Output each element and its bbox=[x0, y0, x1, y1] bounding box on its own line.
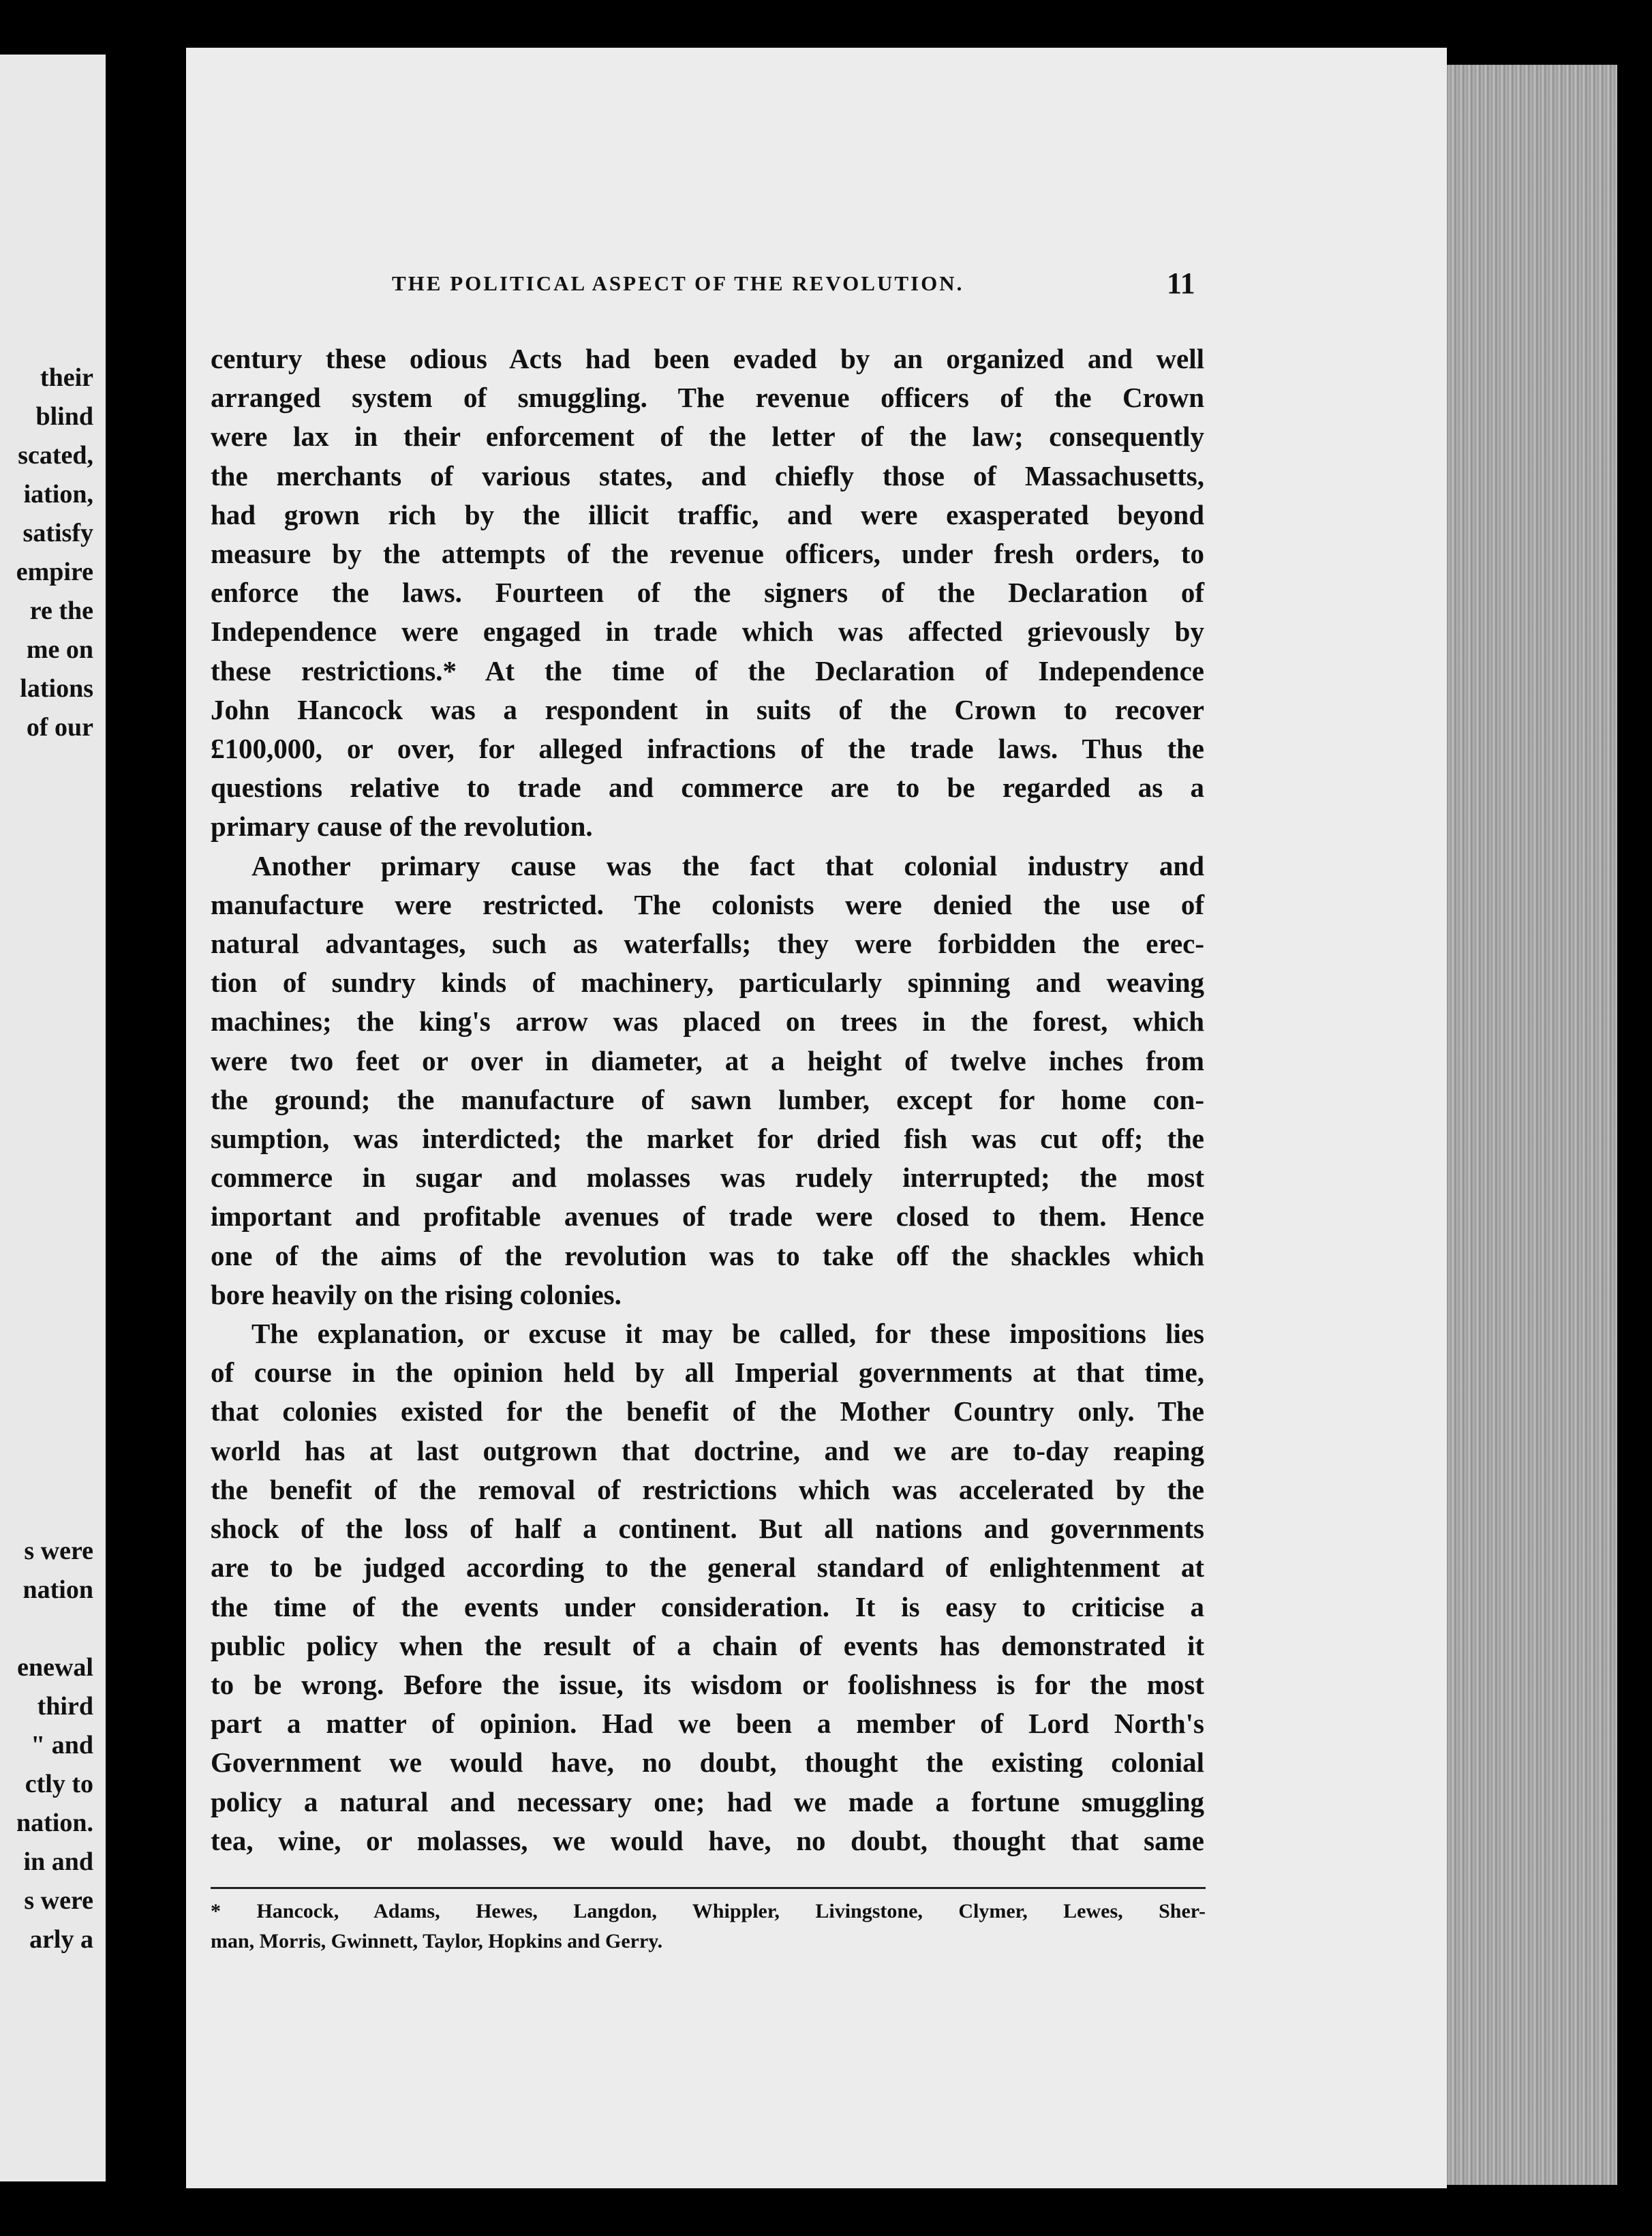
text-line: the time of the events under consideration. It is easy to criticise a bbox=[211, 1590, 1204, 1622]
prev-page-line: s were bbox=[24, 1886, 93, 1915]
text-line: measure by the attempts of the revenue officers, under fresh orders, to bbox=[211, 538, 1204, 570]
text-line: primary cause of the revolution. bbox=[211, 811, 593, 843]
prev-page-line: " and bbox=[31, 1731, 93, 1759]
text-line: £100,000, or over, for alleged infractions of the trade laws. Thus the bbox=[211, 733, 1204, 765]
prev-page-line: re the bbox=[29, 596, 93, 625]
text-line: of course in the opinion held by all Imperial governments at that time, bbox=[211, 1357, 1204, 1389]
text-line: questions relative to trade and commerce are to be regarded as a bbox=[211, 772, 1204, 804]
prev-page-line: nation bbox=[22, 1575, 93, 1604]
prev-page-line: blind bbox=[35, 402, 93, 431]
running-head: THE POLITICAL ASPECT OF THE REVOLUTION. bbox=[392, 271, 964, 295]
page-edges bbox=[1447, 65, 1617, 2185]
text-line: shock of the loss of half a continent. But all nations and governments bbox=[211, 1513, 1204, 1545]
text-line: Independence were engaged in trade which was affected grievously by bbox=[211, 616, 1204, 648]
footnote-rule bbox=[211, 1887, 1206, 1889]
previous-page-fragment bbox=[0, 55, 106, 2181]
prev-page-line: ctly to bbox=[25, 1770, 93, 1798]
paragraph-3 bbox=[211, 1314, 1204, 1860]
text-line: Another primary cause was the fact that colonial industry and bbox=[251, 849, 1204, 881]
text-line: manufacture were restricted. The colonists were denied the use of bbox=[211, 888, 1204, 920]
text-line: public policy when the result of a chain of events has demonstrated it bbox=[211, 1629, 1204, 1661]
prev-page-line: of our bbox=[26, 713, 93, 742]
text-line: were lax in their enforcement of the letter of the law; consequently bbox=[211, 421, 1204, 453]
text-line: sumption, was interdicted; the market for dried fish was cut off; the bbox=[211, 1123, 1204, 1155]
text-line: the ground; the manufacture of sawn lumber, except for home con- bbox=[211, 1083, 1204, 1115]
prev-page-line: satisfy bbox=[22, 519, 93, 547]
footnote-line: * Hancock, Adams, Hewes, Langdon, Whippler, Livingstone, Clymer, Lewes, Sher- bbox=[211, 1900, 1206, 1922]
text-line: are to be judged according to the general standard of enlightenment at bbox=[211, 1552, 1204, 1584]
prev-page-line: me on bbox=[26, 635, 93, 664]
page-number: 11 bbox=[1167, 267, 1195, 300]
prev-page-line: s were bbox=[24, 1537, 93, 1565]
text-line: tion of sundry kinds of machinery, particularly spinning and weaving bbox=[211, 967, 1204, 999]
text-line: machines; the king's arrow was placed on trees in the forest, which bbox=[211, 1006, 1204, 1038]
prev-page-line: nation. bbox=[16, 1809, 93, 1837]
text-line: that colonies existed for the benefit of the Mother Country only. The bbox=[211, 1395, 1204, 1427]
text-line: enforce the laws. Fourteen of the signers of the Declaration of bbox=[211, 577, 1204, 609]
text-line: the benefit of the removal of restrictions which was accelerated by the bbox=[211, 1473, 1204, 1505]
text-line: policy a natural and necessary one; had we made a fortune smuggling bbox=[211, 1785, 1204, 1817]
text-line: tea, wine, or molasses, we would have, no doubt, thought that same bbox=[211, 1824, 1204, 1856]
text-line: century these odious Acts had been evaded by an organized and well bbox=[211, 343, 1204, 374]
text-line: part a matter of opinion. Had we been a member of Lord North's bbox=[211, 1708, 1204, 1740]
prev-page-line: empire bbox=[16, 558, 93, 586]
text-line: the merchants of various states, and chiefly those of Massachusetts, bbox=[211, 459, 1204, 492]
prev-page-line: scated, bbox=[18, 441, 93, 470]
prev-page-line: arly a bbox=[29, 1925, 93, 1954]
text-line: commerce in sugar and molasses was rudely interrupted; the most bbox=[211, 1162, 1204, 1194]
text-line: bore heavily on the rising colonies. bbox=[211, 1278, 622, 1310]
prev-page-line: third bbox=[37, 1692, 93, 1721]
paragraph-2 bbox=[211, 847, 1204, 1314]
text-line: were two feet or over in diameter, at a height of twelve inches from bbox=[211, 1044, 1204, 1076]
text-line: Government we would have, no doubt, thought the existing colonial bbox=[211, 1747, 1204, 1779]
text-line: important and profitable avenues of trade were closed to them. Hence bbox=[211, 1200, 1204, 1233]
prev-page-line: lations bbox=[20, 674, 93, 703]
text-line: one of the aims of the revolution was to take off the shackles which bbox=[211, 1239, 1204, 1271]
text-line: natural advantages, such as waterfalls; they were forbidden the erec- bbox=[211, 928, 1204, 960]
prev-page-line: enewal bbox=[17, 1653, 93, 1682]
text-line: these restrictions.* At the time of the Declaration of Independence bbox=[211, 654, 1204, 686]
body-text bbox=[211, 339, 1204, 1860]
prev-page-line: in and bbox=[23, 1847, 93, 1876]
prev-page-line: iation, bbox=[23, 480, 93, 509]
paragraph-1 bbox=[211, 339, 1204, 847]
text-line: world has at last outgrown that doctrine, and we are to-day reaping bbox=[211, 1434, 1204, 1466]
text-line: John Hancock was a respondent in suits of the Crown to recover bbox=[211, 693, 1204, 725]
footnote-line: man, Morris, Gwinnett, Taylor, Hopkins and Gerry. bbox=[211, 1930, 663, 1952]
text-line: arranged system of smuggling. The revenue officers of the Crown bbox=[211, 382, 1204, 414]
book-gutter bbox=[106, 0, 186, 2236]
text-line: The explanation, or excuse it may be called, for these impositions lies bbox=[251, 1318, 1204, 1350]
text-line: had grown rich by the illicit traffic, and were exasperated beyond bbox=[211, 498, 1204, 530]
text-line: to be wrong. Before the issue, its wisdom or foolishness is for the most bbox=[211, 1668, 1204, 1700]
footnote bbox=[211, 1897, 1206, 1957]
prev-page-line: their bbox=[40, 363, 93, 392]
